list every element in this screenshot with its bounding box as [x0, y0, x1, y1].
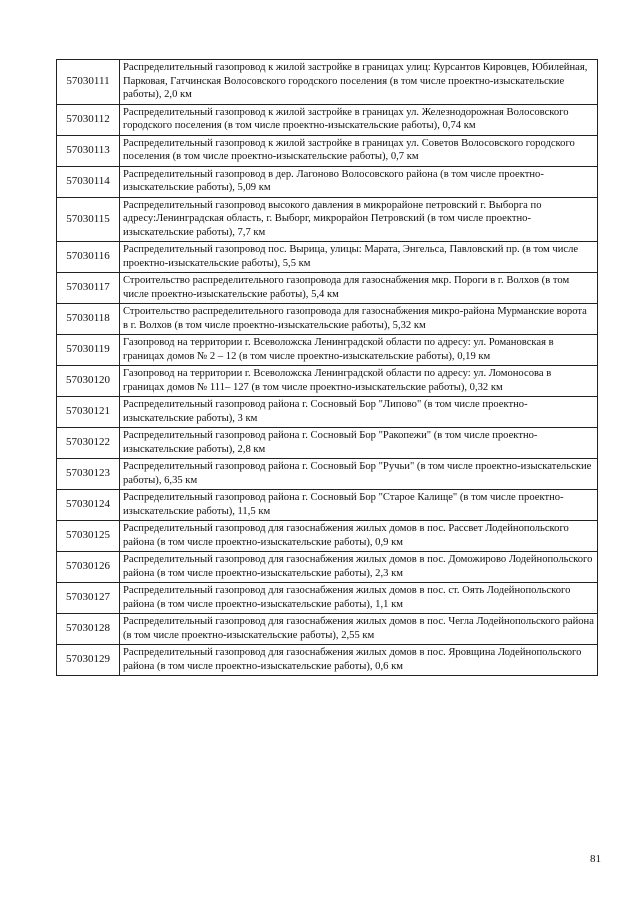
project-description: Газопровод на территории г. Всеволожска Ленинградской области по адресу: ул. Романовская в границах домов № 2 – 12 (в том числе проектно-изыскательские работы), 0,19 км: [120, 335, 598, 366]
table-row: [57, 397, 598, 428]
table-row: [57, 583, 598, 614]
project-code: 57030129: [57, 645, 120, 676]
project-description: Распределительный газопровод пос. Вырица, улицы: Марата, Энгельса, Павловский пр. (в том числе проектно-изыскательские работы), 5,5 км: [120, 242, 598, 273]
project-code: 57030123: [57, 459, 120, 490]
project-code: 57030122: [57, 428, 120, 459]
table-row: [57, 135, 598, 166]
project-code: 57030126: [57, 552, 120, 583]
project-description: Распределительный газопровод для газоснабжения жилых домов в пос. ст. Оять Лодейнопольского района (в том числе проектно-изыскательские работы), 1,1 км: [120, 583, 598, 614]
table-row: [57, 428, 598, 459]
project-description: Распределительный газопровод для газоснабжения жилых домов в пос. Яровщина Лодейнопольского района (в том числе проектно-изыскательские работы), 0,6 км: [120, 645, 598, 676]
project-code: 57030111: [57, 60, 120, 105]
project-code: 57030125: [57, 521, 120, 552]
table-row: [57, 521, 598, 552]
table-row: [57, 614, 598, 645]
project-description: Распределительный газопровод района г. Сосновый Бор "Липово" (в том числе проектно-изыскательские работы), 3 км: [120, 397, 598, 428]
project-description: Распределительный газопровод к жилой застройке в границах ул. Советов Волосовского городского поселения (в том числе проектно-изыскательские работы), 0,7 км: [120, 135, 598, 166]
project-code: 57030114: [57, 166, 120, 197]
project-description: Распределительный газопровод района г. Сосновый Бор "Ручьи" (в том числе проектно-изыскательские работы), 6,35 км: [120, 459, 598, 490]
page-number: 81: [590, 853, 601, 865]
project-code: 57030115: [57, 197, 120, 242]
project-description: Распределительный газопровод для газоснабжения жилых домов в пос. Чегла Лодейнопольского района (в том числе проектно-изыскательские работы), 2,55 км: [120, 614, 598, 645]
project-description: Распределительный газопровод для газоснабжения жилых домов в пос. Доможирово Лодейнопольского района (в том числе проектно-изыскательские работы), 2,3 км: [120, 552, 598, 583]
table-row: [57, 552, 598, 583]
project-code: 57030121: [57, 397, 120, 428]
project-code: 57030128: [57, 614, 120, 645]
table-row: [57, 490, 598, 521]
table-row: [57, 645, 598, 676]
project-description: Распределительный газопровод к жилой застройке в границах улиц: Курсантов Кировцев, Юбилейная, Парковая, Гатчинская Волосовского городского поселения (в том числе проектно-изыскательские работы), 2,0 км: [120, 60, 598, 105]
table-row: [57, 459, 598, 490]
table-row: [57, 304, 598, 335]
project-description: Строительство распределительного газопровода для газоснабжения мкр. Пороги в г. Волхов (в том числе проектно-изыскательские работы), 5,4 км: [120, 273, 598, 304]
table-row: [57, 197, 598, 242]
project-code: 57030113: [57, 135, 120, 166]
table-row: [57, 166, 598, 197]
project-description: Распределительный газопровод высокого давления в микрорайоне петровский г. Выборга по адресу:Ленинградская область, г. Выборг, микрорайон Петровский (в том числе проектно-изыскательские работы), 7,7 км: [120, 197, 598, 242]
table-row: [57, 366, 598, 397]
table-row: [57, 335, 598, 366]
project-description: Распределительный газопровод района г. Сосновый Бор "Старое Калище" (в том числе проектно-изыскательские работы), 11,5 км: [120, 490, 598, 521]
project-code: 57030119: [57, 335, 120, 366]
project-description: Строительство распределительного газопровода для газоснабжения микро-района Мурманские ворота в г. Волхов (в том числе проектно-изыскательские работы), 5,32 км: [120, 304, 598, 335]
projects-table: [56, 59, 598, 676]
table-row: [57, 60, 598, 105]
project-code: 57030117: [57, 273, 120, 304]
project-description: Распределительный газопровод к жилой застройке в границах ул. Железнодорожная Волосовского городского поселения (в том числе проектно-изыскательские работы), 0,74 км: [120, 104, 598, 135]
project-code: 57030118: [57, 304, 120, 335]
project-description: Газопровод на территории г. Всеволожска Ленинградской области по адресу: ул. Ломоносова в границах домов № 111– 127 (в том числе проектно-изыскательские работы), 0,32 км: [120, 366, 598, 397]
project-code: 57030120: [57, 366, 120, 397]
project-description: Распределительный газопровод в дер. Лагоново Волосовского района (в том числе проектно-изыскательские работы), 5,09 км: [120, 166, 598, 197]
project-code: 57030116: [57, 242, 120, 273]
project-code: 57030112: [57, 104, 120, 135]
table-row: [57, 242, 598, 273]
project-description: Распределительный газопровод района г. Сосновый Бор "Ракопежи" (в том числе проектно-изыскательские работы), 2,8 км: [120, 428, 598, 459]
table-row: [57, 273, 598, 304]
project-code: 57030127: [57, 583, 120, 614]
project-code: 57030124: [57, 490, 120, 521]
table-row: [57, 104, 598, 135]
project-description: Распределительный газопровод для газоснабжения жилых домов в пос. Рассвет Лодейнопольского района (в том числе проектно-изыскательские работы), 0,9 км: [120, 521, 598, 552]
